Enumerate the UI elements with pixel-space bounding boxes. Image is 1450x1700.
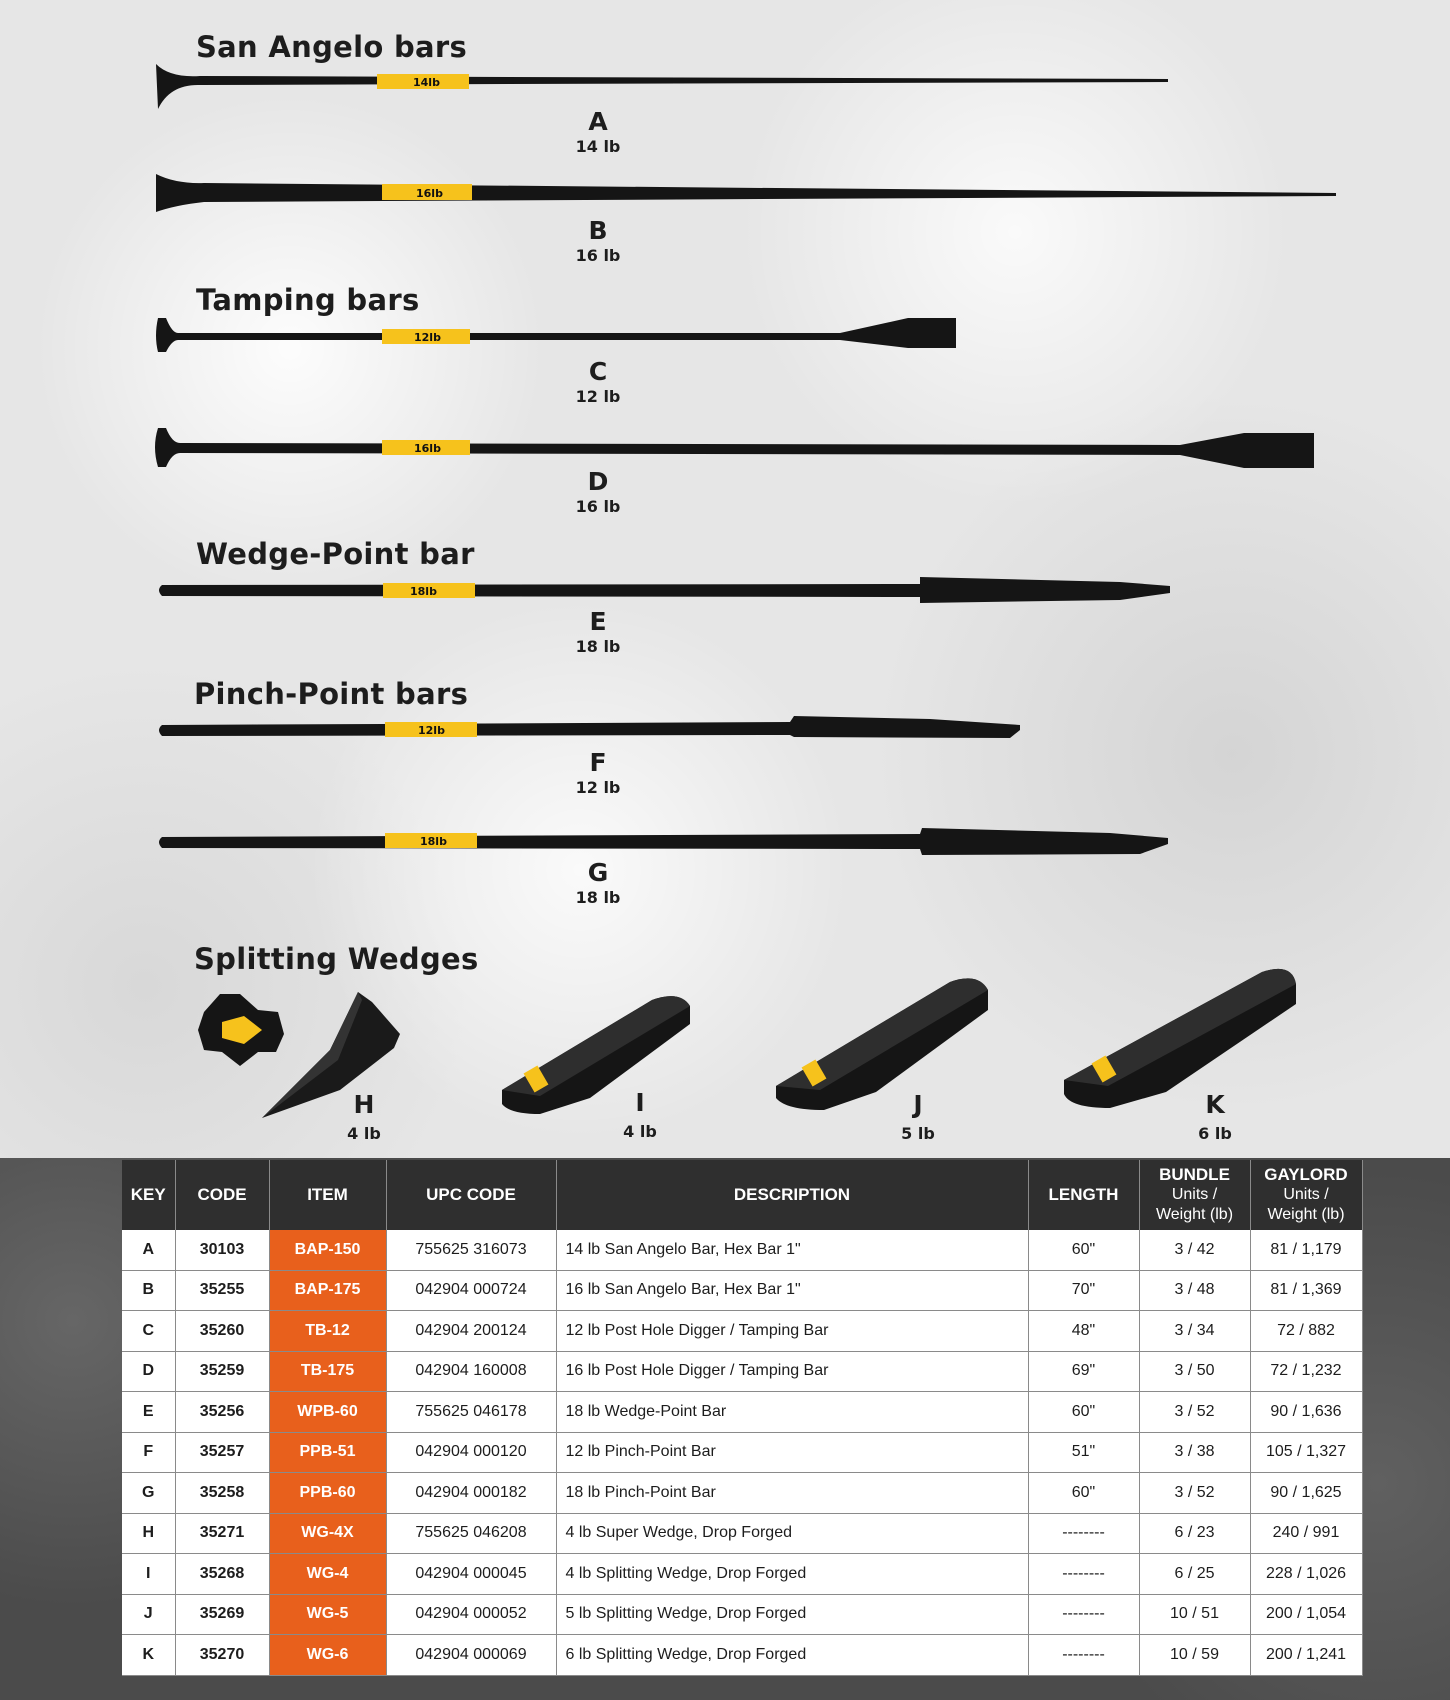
cell-key: H [122, 1513, 175, 1554]
key-g-weight: 18 lb [575, 888, 621, 907]
table-row [122, 1473, 1362, 1514]
cell-key: D [122, 1351, 175, 1392]
key-c-weight: 12 lb [575, 387, 621, 406]
table-row [122, 1513, 1362, 1554]
cell-code: 35260 [175, 1311, 269, 1352]
header-gaylord-title: GAYLORD [1264, 1165, 1348, 1184]
cell-code: 35270 [175, 1635, 269, 1676]
cell-key: K [122, 1635, 175, 1676]
cell-description: 12 lb Post Hole Digger / Tamping Bar [556, 1311, 1028, 1352]
cell-length: -------- [1028, 1554, 1139, 1595]
cell-bundle: 6 / 25 [1139, 1554, 1250, 1595]
cell-description: 16 lb San Angelo Bar, Hex Bar 1" [556, 1270, 1028, 1311]
cell-bundle: 10 / 59 [1139, 1635, 1250, 1676]
table-row [122, 1594, 1362, 1635]
cell-gaylord: 105 / 1,327 [1250, 1432, 1362, 1473]
cell-upc: 755625 046208 [386, 1513, 556, 1554]
cell-length: 48" [1028, 1311, 1139, 1352]
cell-upc: 042904 200124 [386, 1311, 556, 1352]
header-item: ITEM [269, 1160, 386, 1230]
cell-gaylord: 200 / 1,054 [1250, 1594, 1362, 1635]
cell-description: 18 lb Wedge-Point Bar [556, 1392, 1028, 1433]
cell-key: J [122, 1594, 175, 1635]
cell-key: A [122, 1230, 175, 1270]
table-row [122, 1432, 1362, 1473]
cell-gaylord: 81 / 1,179 [1250, 1230, 1362, 1270]
cell-bundle: 3 / 42 [1139, 1230, 1250, 1270]
key-e-letter: E [589, 607, 607, 636]
table-row [122, 1230, 1362, 1270]
cell-length: -------- [1028, 1513, 1139, 1554]
cell-item: WG-6 [269, 1635, 386, 1676]
cell-gaylord: 72 / 882 [1250, 1311, 1362, 1352]
header-gaylord-sub1: Units / [1283, 1186, 1329, 1203]
header-bundle-sub2: Weight (lb) [1155, 1206, 1234, 1223]
bar-g-image [159, 828, 1168, 855]
cell-gaylord: 228 / 1,026 [1250, 1554, 1362, 1595]
wedge-k-image [1064, 969, 1296, 1108]
header-gaylord [1250, 1160, 1362, 1230]
cell-code: 35256 [175, 1392, 269, 1433]
key-b-weight: 16 lb [575, 246, 621, 265]
cell-bundle: 3 / 50 [1139, 1351, 1250, 1392]
cell-gaylord: 72 / 1,232 [1250, 1351, 1362, 1392]
key-k-letter: K [1205, 1090, 1225, 1119]
key-h-weight: 4 lb [347, 1124, 381, 1143]
cell-gaylord: 90 / 1,625 [1250, 1473, 1362, 1514]
cell-gaylord: 90 / 1,636 [1250, 1392, 1362, 1433]
bar-d-tag: 16lb [414, 442, 441, 455]
section-title-wedge-point: Wedge-Point bar [196, 537, 475, 571]
cell-length: -------- [1028, 1594, 1139, 1635]
section-title-tamping: Tamping bars [196, 283, 420, 317]
cell-description: 16 lb Post Hole Digger / Tamping Bar [556, 1351, 1028, 1392]
cell-code: 30103 [175, 1230, 269, 1270]
cell-bundle: 10 / 51 [1139, 1594, 1250, 1635]
header-gaylord-sub2: Weight (lb) [1267, 1206, 1345, 1223]
cell-item: PPB-60 [269, 1473, 386, 1514]
bar-f-image [159, 716, 1020, 738]
cell-length: 70" [1028, 1270, 1139, 1311]
cell-item: PPB-51 [269, 1432, 386, 1473]
bar-a-image [156, 64, 1168, 109]
bar-c-tag: 12lb [414, 331, 441, 344]
header-bundle [1139, 1160, 1250, 1230]
cell-bundle: 3 / 34 [1139, 1311, 1250, 1352]
section-title-splitting: Splitting Wedges [194, 942, 479, 976]
bar-f-tag: 12lb [418, 724, 445, 737]
cell-bundle: 3 / 48 [1139, 1270, 1250, 1311]
bar-b-image [156, 174, 1336, 212]
cell-key: C [122, 1311, 175, 1352]
cell-description: 6 lb Splitting Wedge, Drop Forged [556, 1635, 1028, 1676]
header-description: DESCRIPTION [556, 1160, 1028, 1230]
cell-length: 60" [1028, 1473, 1139, 1514]
key-d-weight: 16 lb [575, 497, 621, 516]
cell-upc: 042904 000045 [386, 1554, 556, 1595]
cell-upc: 755625 316073 [386, 1230, 556, 1270]
key-i-letter: I [635, 1088, 645, 1117]
header-upc: UPC CODE [386, 1160, 556, 1230]
cell-code: 35257 [175, 1432, 269, 1473]
table-row [122, 1311, 1362, 1352]
header-code: CODE [175, 1160, 269, 1230]
cell-description: 14 lb San Angelo Bar, Hex Bar 1" [556, 1230, 1028, 1270]
cell-key: G [122, 1473, 175, 1514]
bar-a-tag: 14lb [413, 76, 440, 89]
cell-length: 69" [1028, 1351, 1139, 1392]
key-j-letter: J [913, 1090, 923, 1119]
key-a-weight: 14 lb [575, 137, 621, 156]
key-f-weight: 12 lb [575, 778, 621, 797]
cell-upc: 755625 046178 [386, 1392, 556, 1433]
cell-upc: 042904 000120 [386, 1432, 556, 1473]
cell-item: BAP-150 [269, 1230, 386, 1270]
cell-upc: 042904 000052 [386, 1594, 556, 1635]
cell-bundle: 6 / 23 [1139, 1513, 1250, 1554]
cell-gaylord: 240 / 991 [1250, 1513, 1362, 1554]
cell-description: 5 lb Splitting Wedge, Drop Forged [556, 1594, 1028, 1635]
cell-code: 35258 [175, 1473, 269, 1514]
cell-key: B [122, 1270, 175, 1311]
key-j-weight: 5 lb [901, 1124, 935, 1143]
cell-code: 35271 [175, 1513, 269, 1554]
cell-description: 4 lb Splitting Wedge, Drop Forged [556, 1554, 1028, 1595]
table-header-row [122, 1160, 1362, 1230]
cell-item: WG-4 [269, 1554, 386, 1595]
cell-upc: 042904 160008 [386, 1351, 556, 1392]
cell-code: 35259 [175, 1351, 269, 1392]
cell-length: 60" [1028, 1392, 1139, 1433]
cell-bundle: 3 / 38 [1139, 1432, 1250, 1473]
bar-b-tag: 16lb [416, 187, 443, 200]
cell-upc: 042904 000069 [386, 1635, 556, 1676]
cell-code: 35268 [175, 1554, 269, 1595]
key-b-letter: B [588, 216, 608, 245]
key-k-weight: 6 lb [1198, 1124, 1232, 1143]
bar-e-image [159, 577, 1170, 603]
cell-code: 35269 [175, 1594, 269, 1635]
bar-c-image [156, 318, 956, 352]
cell-description: 18 lb Pinch-Point Bar [556, 1473, 1028, 1514]
key-d-letter: D [587, 467, 609, 496]
cell-item: TB-175 [269, 1351, 386, 1392]
table-row [122, 1351, 1362, 1392]
header-length: LENGTH [1028, 1160, 1139, 1230]
cell-key: I [122, 1554, 175, 1595]
table-row [122, 1392, 1362, 1433]
cell-gaylord: 81 / 1,369 [1250, 1270, 1362, 1311]
cell-upc: 042904 000724 [386, 1270, 556, 1311]
cell-item: WG-5 [269, 1594, 386, 1635]
header-key: KEY [122, 1160, 175, 1230]
cell-item: BAP-175 [269, 1270, 386, 1311]
table-row [122, 1270, 1362, 1311]
header-bundle-title: BUNDLE [1159, 1165, 1230, 1184]
key-c-letter: C [588, 357, 608, 386]
table-row [122, 1554, 1362, 1595]
key-h-letter: H [353, 1090, 375, 1119]
cell-bundle: 3 / 52 [1139, 1392, 1250, 1433]
key-a-letter: A [588, 107, 608, 136]
bar-d-image [155, 428, 1314, 468]
cell-key: F [122, 1432, 175, 1473]
key-i-weight: 4 lb [623, 1122, 657, 1141]
cell-code: 35255 [175, 1270, 269, 1311]
cell-gaylord: 200 / 1,241 [1250, 1635, 1362, 1676]
cell-bundle: 3 / 52 [1139, 1473, 1250, 1514]
table-row [122, 1635, 1362, 1676]
cell-length: -------- [1028, 1635, 1139, 1676]
cell-length: 51" [1028, 1432, 1139, 1473]
cell-item: WG-4X [269, 1513, 386, 1554]
key-f-letter: F [589, 748, 607, 777]
cell-key: E [122, 1392, 175, 1433]
cell-item: WPB-60 [269, 1392, 386, 1433]
key-g-letter: G [587, 858, 609, 887]
bar-g-tag: 18lb [420, 835, 447, 848]
section-title-san-angelo: San Angelo bars [196, 30, 468, 64]
cell-item: TB-12 [269, 1311, 386, 1352]
key-e-weight: 18 lb [575, 637, 621, 656]
cell-upc: 042904 000182 [386, 1473, 556, 1514]
section-title-pinch-point: Pinch-Point bars [194, 677, 469, 711]
bar-e-tag: 18lb [410, 585, 437, 598]
cell-description: 4 lb Super Wedge, Drop Forged [556, 1513, 1028, 1554]
header-bundle-sub1: Units / [1171, 1186, 1218, 1203]
spec-table [122, 1160, 1363, 1676]
cell-length: 60" [1028, 1230, 1139, 1270]
cell-description: 12 lb Pinch-Point Bar [556, 1432, 1028, 1473]
